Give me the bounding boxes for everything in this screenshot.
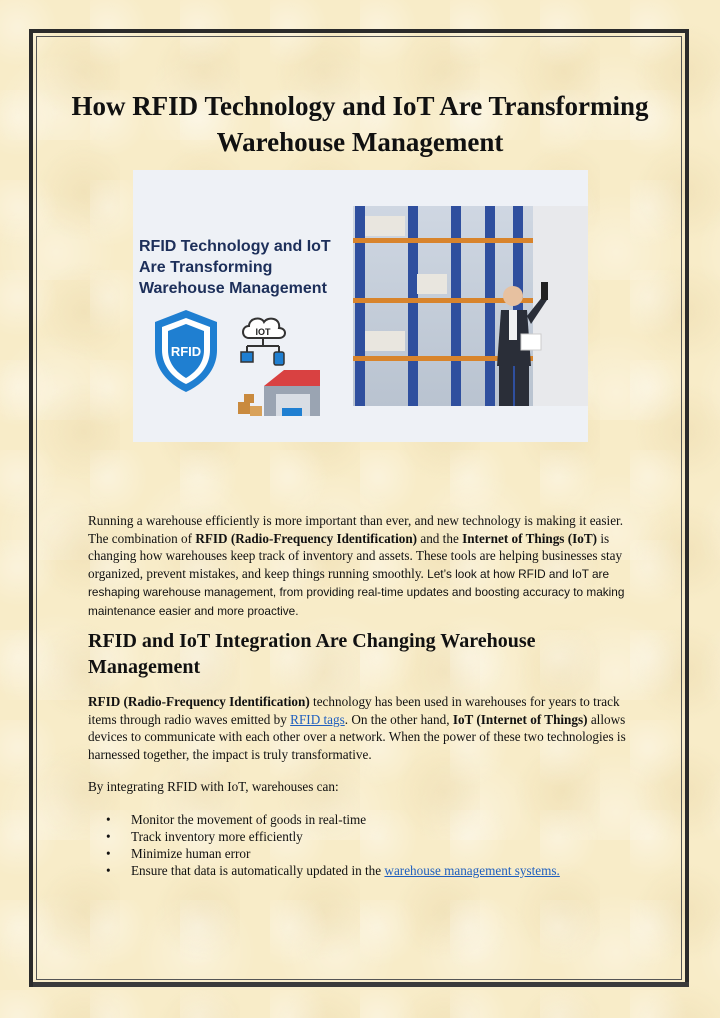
bullet-icon: • bbox=[106, 812, 111, 827]
list-item bbox=[88, 862, 633, 879]
list-item bbox=[88, 845, 633, 862]
section-iot-term: IoT (Internet of Things) bbox=[452, 711, 588, 727]
worker-figure bbox=[483, 276, 553, 406]
section-text-1: technology has been used in warehouses for years to track items through radio waves emitted by bbox=[88, 694, 620, 727]
intro-rfid-term: RFID (Radio-Frequency Identification) bbox=[195, 530, 418, 546]
hero-title: RFID Technology and IoT Are Transforming Warehouse Management bbox=[139, 238, 331, 297]
intro-text-1: Running a warehouse efficiently is more important than ever, and new technology is making it easier. The combination of bbox=[88, 513, 624, 546]
section-heading: RFID and IoT Integration Are Changing Warehouse Management bbox=[88, 630, 536, 678]
intro-text-4: Let’s look at how RFID and IoT are reshaping warehouse management, from providing real-time updates and boosting accuracy to making maintenance easier and more proactive. bbox=[88, 566, 625, 618]
bullet-icon: • bbox=[106, 846, 111, 861]
list-item bbox=[88, 828, 633, 845]
page-title: How RFID Technology and IoT Are Transforming Warehouse Management bbox=[71, 91, 649, 157]
iot-cloud-icon bbox=[237, 312, 289, 368]
intro-paragraph bbox=[88, 512, 633, 620]
rfid-badge-text: RFID bbox=[170, 344, 202, 359]
section-rfid-term: RFID (Radio-Frequency Identification) bbox=[88, 694, 310, 709]
list-item bbox=[88, 811, 633, 828]
iot-cloud-text: IOT bbox=[255, 327, 271, 337]
bullets-intro: By integrating RFID with IoT, warehouses can: bbox=[88, 779, 339, 794]
bullet-icon: • bbox=[106, 863, 111, 878]
hero-image bbox=[133, 170, 588, 442]
rfid-shield-icon bbox=[151, 308, 221, 394]
warehouse-photo bbox=[353, 206, 588, 406]
section-text-3: allows devices to communicate with each other over a network. When the power of these two technologies is harnessed together, the impact is truly transformative. bbox=[88, 711, 626, 762]
list-item-text: Minimize human error bbox=[131, 846, 251, 861]
section-paragraph bbox=[88, 693, 633, 763]
list-item-text: Monitor the movement of goods in real-time bbox=[131, 812, 367, 827]
bullet-icon: • bbox=[106, 829, 111, 844]
benefits-list bbox=[88, 811, 633, 879]
intro-text-2: and the bbox=[417, 530, 463, 546]
rfid-tags-link[interactable]: RFID tags bbox=[290, 711, 345, 727]
intro-iot-term: Internet of Things (IoT) bbox=[462, 530, 598, 546]
wms-link[interactable]: warehouse management systems. bbox=[384, 863, 560, 878]
section-text-2: . On the other hand, bbox=[344, 711, 453, 727]
list-item-text: Ensure that data is automatically updated in the bbox=[131, 863, 385, 878]
intro-text-3: is changing how warehouses keep track of inventory and assets. These tools are helping businesses stay organized, prevent mistakes, and keep things running smoothly. bbox=[88, 530, 623, 581]
list-item-text: Track inventory more efficiently bbox=[131, 829, 303, 844]
page-border-shadow bbox=[33, 982, 689, 987]
warehouse-icon bbox=[236, 368, 322, 420]
